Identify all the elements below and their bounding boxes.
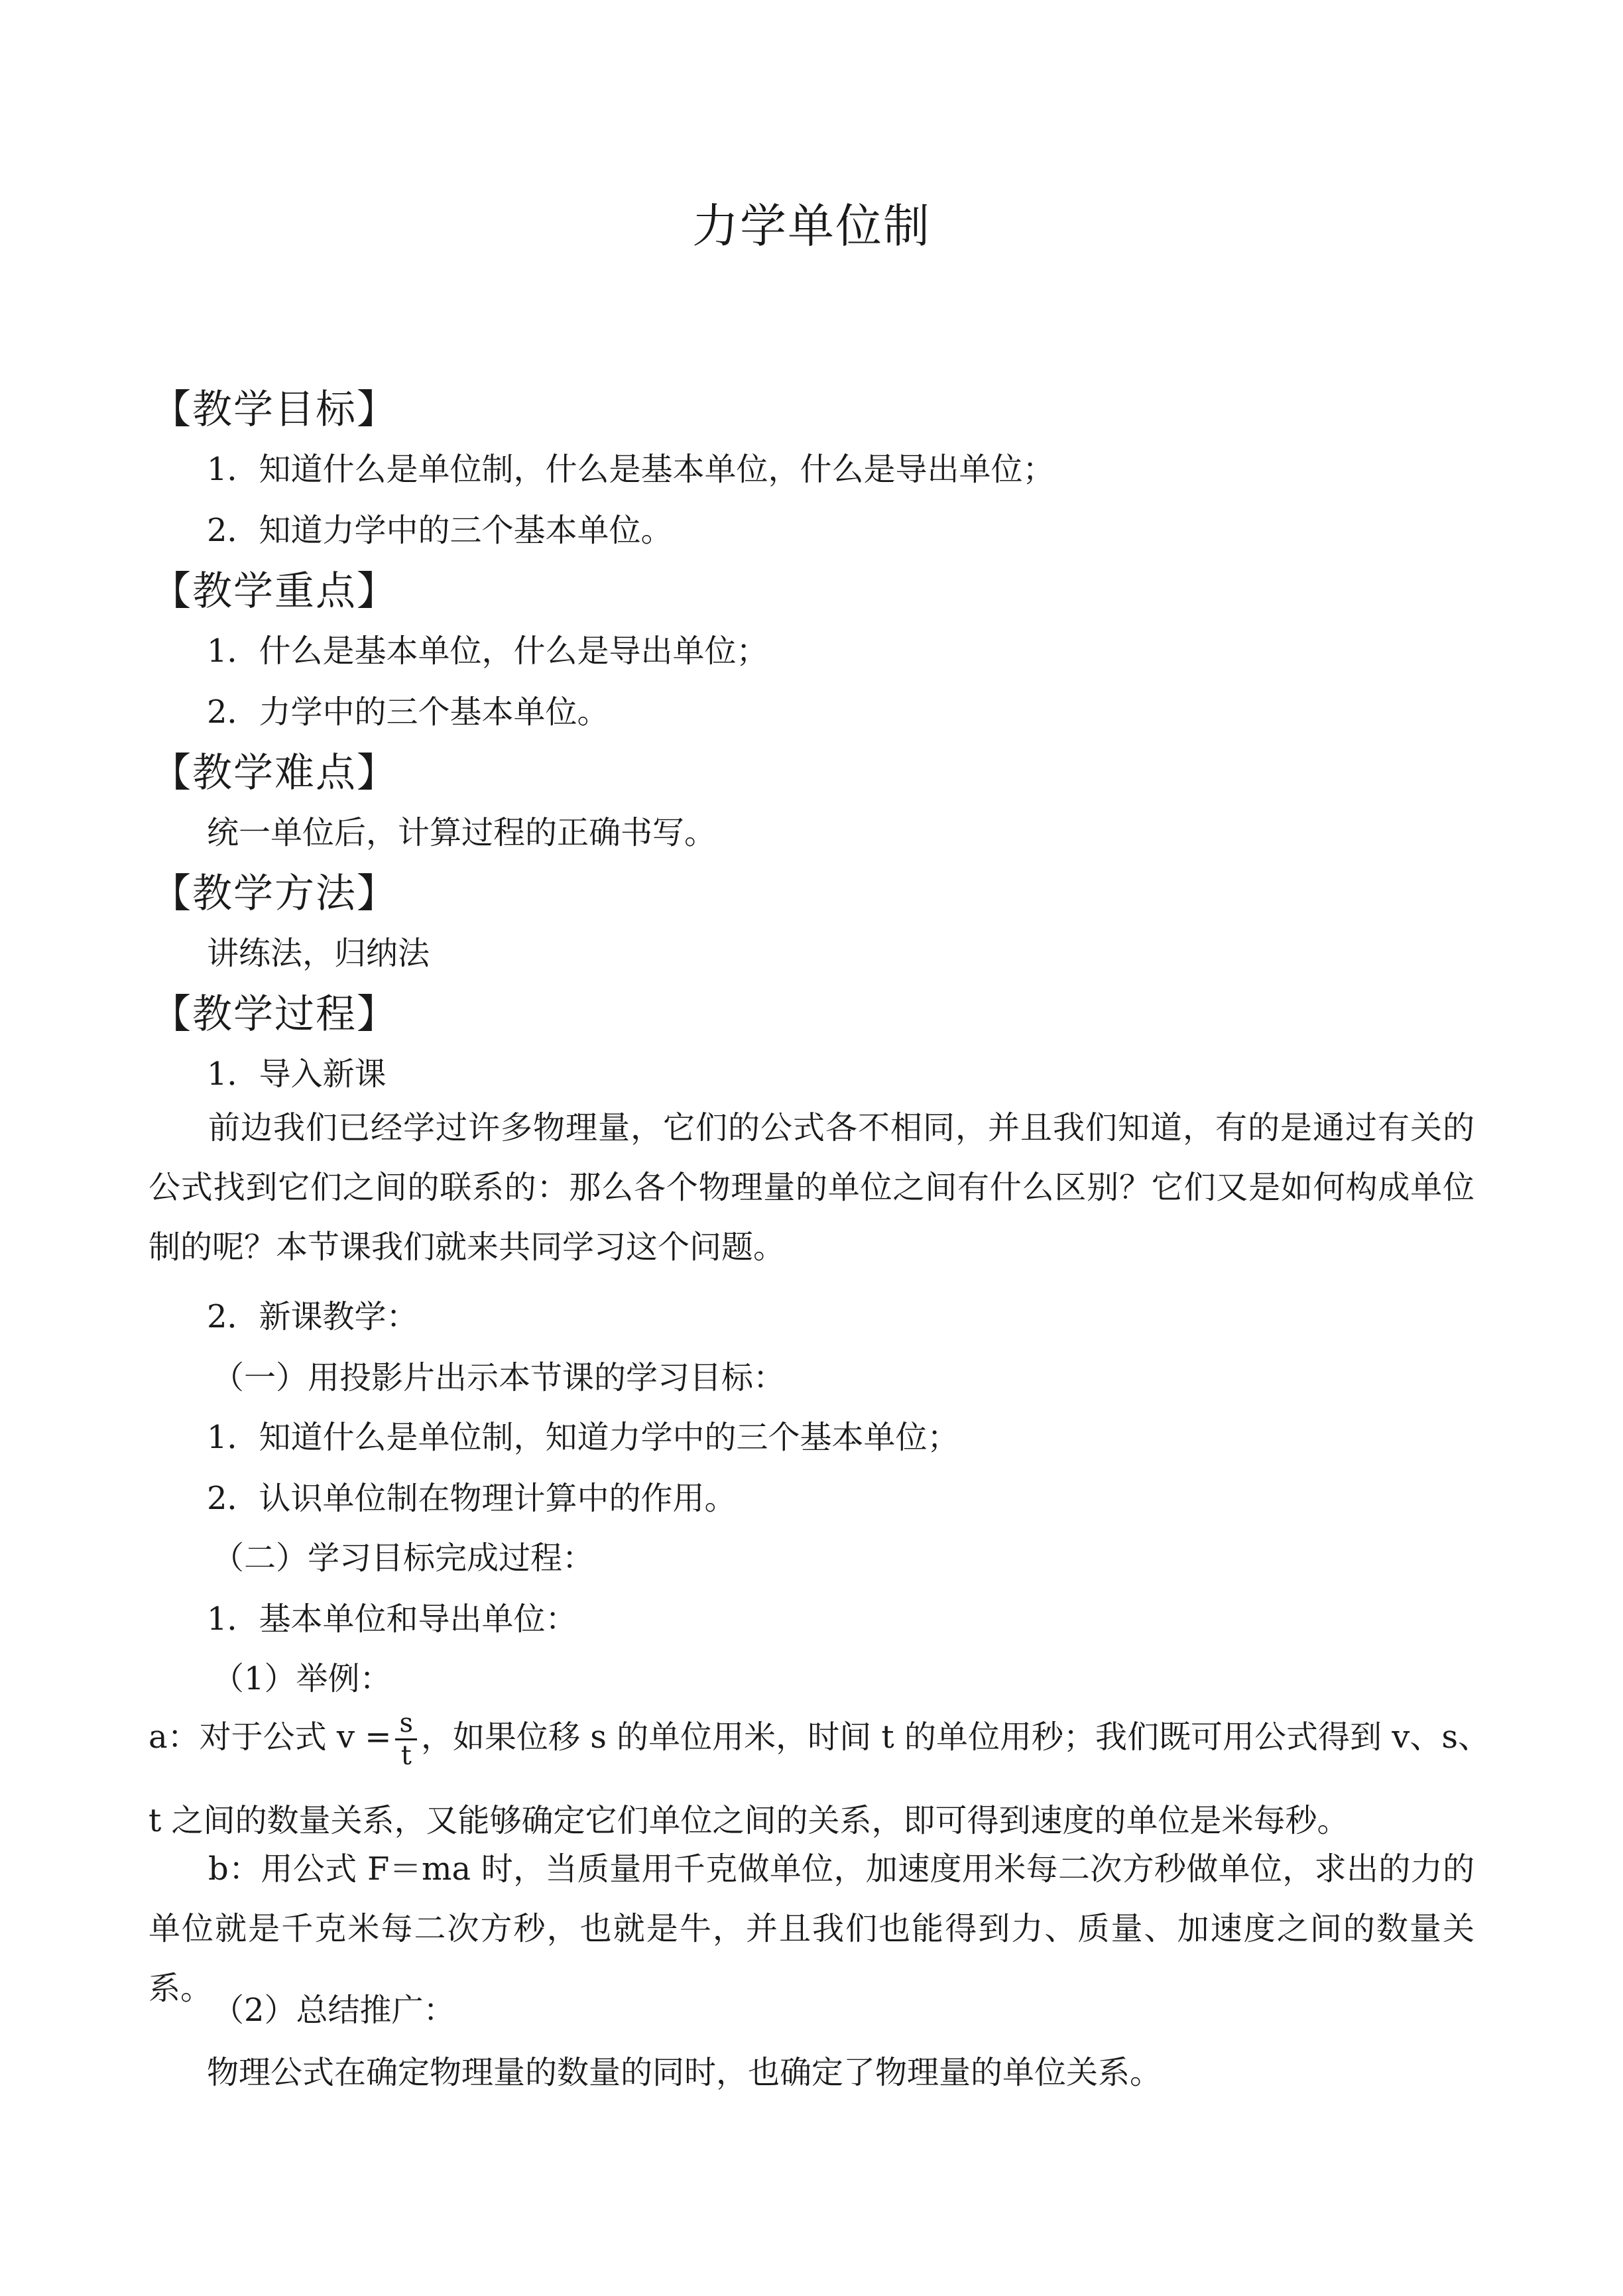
heading-objectives: 【教学目标】 (151, 387, 398, 433)
heading-difficulties: 【教学难点】 (151, 750, 398, 796)
fraction-denominator: t (400, 1740, 412, 1771)
difficulty-text: 统一单位后，计算过程的正确书写。 (207, 814, 717, 851)
intro-label: 1．导入新课 (207, 1056, 387, 1093)
intro-paragraph: 前边我们已经学过许多物理量，它们的公式各不相同，并且我们知道，有的是通过有关的公式找到它们之间的联系的：那么各个物理量的单位之间有什么区别？它们又是如何构成单位制的呢？本节课我们就来共同学习这个问题。 (149, 1109, 1474, 1266)
example-a-prefix: a：对于公式 v = (149, 1719, 392, 1756)
page-title: 力学单位制 (692, 199, 931, 253)
summary-label: （2）总结推广： (212, 1992, 455, 2029)
heading-methods: 【教学方法】 (151, 871, 398, 917)
example-a-line-1 (149, 1708, 1490, 1771)
new-lesson-label: 2．新课教学： (207, 1298, 418, 1335)
part-2-label: （二）学习目标完成过程： (212, 1540, 595, 1577)
fraction-numerator: s (395, 1708, 417, 1740)
example-a-line-2: t 之间的数量关系，又能够确定它们单位之间的关系，即可得到速度的单位是米每秒。 (149, 1802, 1349, 1839)
formula-fraction (395, 1708, 417, 1771)
basic-units-label: 1．基本单位和导出单位： (207, 1601, 577, 1638)
goal-1: 1．知道什么是单位制，知道力学中的三个基本单位； (207, 1419, 959, 1456)
heading-key-points: 【教学重点】 (151, 568, 398, 615)
methods-text: 讲练法，归纳法 (207, 935, 430, 972)
example-b-paragraph: b：用公式 F＝ma 时，当质量用千克做单位，加速度用米每二次方秒做单位，求出的力的单位就是千克米每二次方秒，也就是牛，并且我们也能得到力、质量、加速度之间的数量关系。 (149, 1850, 1474, 2007)
summary-text: 物理公式在确定物理量的数量的同时，也确定了物理量的单位关系。 (207, 2054, 1162, 2091)
part-1-label: （一）用投影片出示本节课的学习目标： (212, 1359, 786, 1396)
example-a-suffix: ，如果位移 s 的单位用米，时间 t 的单位用秒；我们既可用公式得到 v、s、 (421, 1719, 1490, 1756)
heading-process: 【教学过程】 (151, 991, 398, 1038)
objective-1: 1．知道什么是单位制，什么是基本单位，什么是导出单位； (207, 451, 1055, 488)
key-point-1: 1．什么是基本单位，什么是导出单位； (207, 633, 768, 670)
objective-2: 2．知道力学中的三个基本单位。 (207, 512, 673, 549)
goal-2: 2．认识单位制在物理计算中的作用。 (207, 1480, 737, 1517)
example-label: （1）举例： (212, 1660, 392, 1697)
key-point-2: 2．力学中的三个基本单位。 (207, 694, 609, 731)
